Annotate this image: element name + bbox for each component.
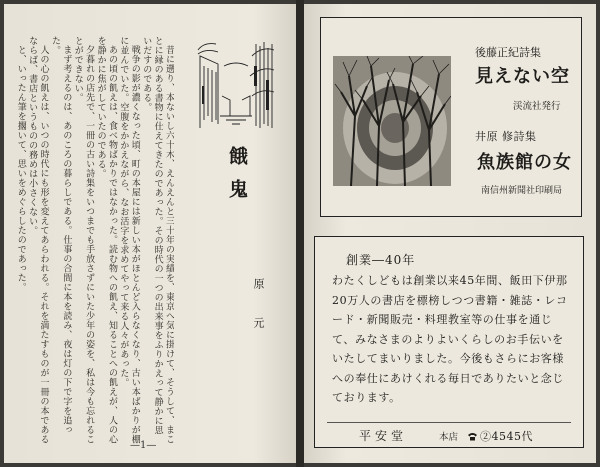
book2-author: 井原 修詩集 bbox=[475, 130, 537, 143]
essay-author: 原元 bbox=[252, 278, 265, 356]
essay-paragraph: と、いったん筆を擱いて、思いをめぐらしたのであった。 bbox=[16, 45, 26, 292]
essay-paragraph: 人の心の飢えは、いつの時代にも形を変えてあらわれる。それを満たすものが一冊の本であるならば、書店というものの務めは小さくない。 bbox=[27, 36, 49, 444]
store-body-text: わたくしどもは創業以来45年間、飯田下伊那20万人の書店を標榜しつつ書籍・雑誌・レコード・新聞販売・料理教室等の仕事を通じて、みなさまのよりよいくらしのお手伝いをいたしてまいりました。今後もさらにお客様への奉仕にあけくれる毎日でありたいと念じております。 bbox=[332, 274, 568, 404]
store-name: 平安堂 bbox=[359, 429, 408, 443]
essay-paragraph: 戦争の影が濃くなった頃、町の本屋には新しい本がほとんど入らなくなり、古い本ばかりが棚に並んでいた。空腹をかかえながら、なお活字を求めてやって来る人々があった。 bbox=[118, 36, 140, 444]
footer-divider bbox=[327, 422, 571, 423]
telephone-icon bbox=[467, 432, 478, 441]
store-branch-label: 本店 bbox=[439, 432, 459, 443]
essay-paragraph: 昔に遡り、本ないし六十木、えんえんと三十年の実績を、東京へ気に掛けて、そうして、まことに縁のある書物に仕えてきたのであった。その時代の一つの出来事をふりかえって静かに思いだすのである。 bbox=[141, 36, 174, 444]
trees-photo-illustration bbox=[333, 56, 451, 186]
store-heading: 創業―40年 bbox=[346, 253, 416, 267]
poetry-books-advertisement bbox=[320, 17, 582, 217]
book2-publisher: 南信州新聞社印刷局 bbox=[481, 186, 563, 196]
essay-body bbox=[16, 36, 174, 444]
essay-title: 餓鬼 bbox=[226, 146, 248, 212]
page-number: —1— bbox=[130, 440, 157, 451]
book1-publisher: 渓流社発行 bbox=[513, 101, 561, 112]
essay-paragraph: あの頃の飢えは、食べ物ばかりではなかった。読む物への飢え、知ることへの飢えが、人の心を静かに焦がしていたのである。 bbox=[95, 36, 117, 444]
book2-title: 魚族館の女 bbox=[477, 152, 572, 173]
bookstore-advertisement bbox=[314, 236, 584, 448]
book-gutter bbox=[296, 0, 304, 467]
street-sketch-illustration bbox=[196, 36, 276, 132]
store-phone-number: ②4545代 bbox=[480, 430, 533, 443]
book1-author: 後藤正紀詩集 bbox=[475, 46, 541, 59]
store-phone bbox=[467, 428, 533, 444]
essay-paragraph: まず考えるのは、あのころの暮らしである。仕事の合間に本を読み、夜は灯の下で字を追った。 bbox=[49, 36, 72, 435]
essay-paragraph: 夕暮れの店先で、一冊の古い詩集をいつまでも手放さずにいた少年の姿を、私は今も忘れることができない。 bbox=[72, 36, 95, 444]
book1-title: 見えない空 bbox=[475, 66, 570, 87]
